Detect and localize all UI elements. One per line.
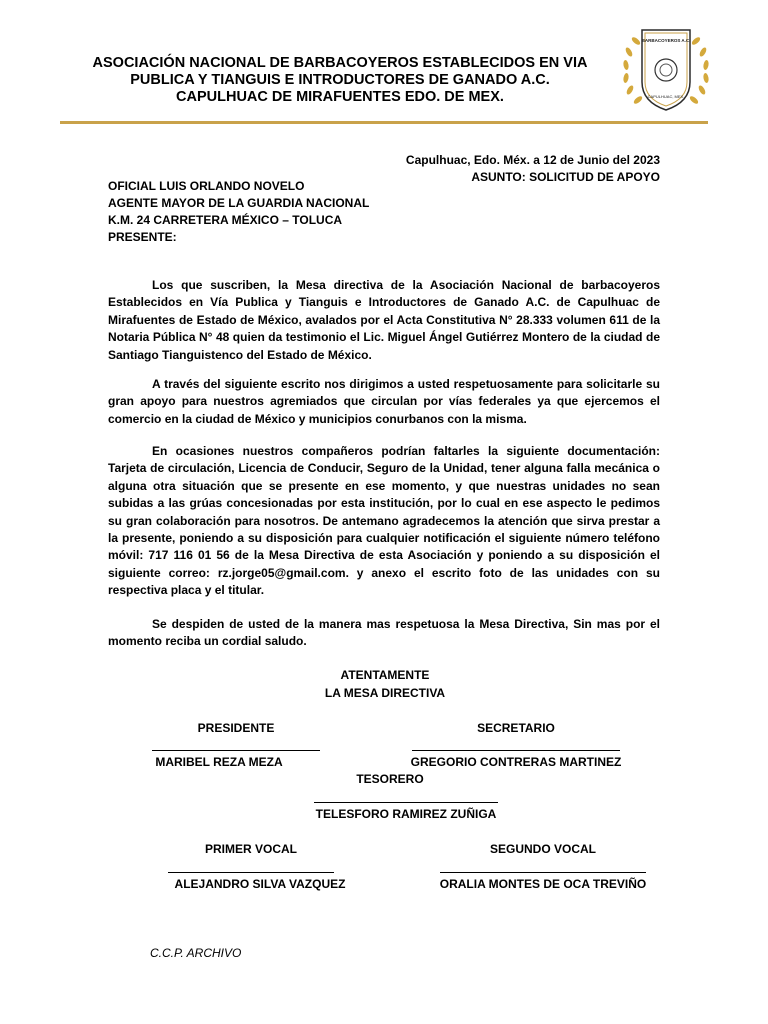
body-paragraph-4: Se despiden de usted de la manera mas respetuosa la Mesa Directiva, Sin mas por el momento reciba un cordial saludo. bbox=[108, 617, 660, 649]
closing-mesa-directiva: LA MESA DIRECTIVA bbox=[324, 686, 446, 700]
presidente-role: PRESIDENTE bbox=[197, 721, 275, 735]
presidente-signature-line bbox=[152, 750, 320, 751]
body-paragraph-1: Los que suscriben, la Mesa directiva de la Asociación Nacional de barbacoyeros Establecidos en Vía Publica y Tianguis e Introductores de Ganado A.C. de Capulhuac de Mirafuentes de Estado de México, avalados por el Acta Constitutiva N° 28.333 volumen 611 de la Notaria Pública N° 48 quien da testimonio el Lic. Miguel Ángel Gutiérrez Montero de la ciudad de Santiago Tianguistenco del Estado de México. bbox=[108, 278, 660, 362]
place-date: Capulhuac, Edo. Méx. a 12 de Junio del 2023 bbox=[405, 153, 660, 167]
body-paragraph-3: En ocasiones nuestros compañeros podrían faltarles la siguiente documentación: Tarjeta de circulación, Licencia de Conducir, Seguro de la Unidad, tener alguna falla mecánica o alguna otra situación que se presente en ese momento, y que nuestras unidades no sean subidas a las grúas concesionadas por esta institución, por lo cual en ese aspecto le pedimos su gran colaboración para nosotros. De antemano agradecemos la atención que sirva prestar a la presente, poniendo a su disposición para cualquier notificación el siguiente número teléfono móvil: 717 116 01 56 de la Mesa Directiva de esta Asociación y poniendo a su disposición el siguiente correo: rz.jorge05@gmail.com. y anexo el escrito foto de las unidades con su respectiva placa y el titular. bbox=[108, 444, 660, 598]
addressee-name: OFICIAL LUIS ORLANDO NOVELO bbox=[108, 179, 305, 193]
addressee-block bbox=[108, 178, 369, 246]
secretario-role: SECRETARIO bbox=[477, 721, 555, 735]
secretario-name: GREGORIO CONTRERAS MARTINEZ bbox=[410, 755, 622, 769]
primer-vocal-role: PRIMER VOCAL bbox=[204, 842, 297, 856]
addressee-title: AGENTE MAYOR DE LA GUARDIA NACIONAL bbox=[108, 196, 370, 210]
tesorero-name: TELESFORO RAMIREZ ZUÑIGA bbox=[315, 807, 497, 821]
secretario-signature-line bbox=[412, 750, 620, 751]
subject-line: ASUNTO: SOLICITUD DE APOYO bbox=[471, 170, 660, 184]
segundo-vocal-role: SEGUNDO VOCAL bbox=[489, 842, 596, 856]
primer-vocal-signature-line bbox=[168, 872, 334, 873]
addressee-presente: PRESENTE: bbox=[108, 230, 177, 244]
tesorero-signature-line bbox=[314, 802, 498, 803]
ccp-archivo: C.C.P. ARCHIVO bbox=[150, 946, 242, 960]
body-paragraph-2: A través del siguiente escrito nos dirigimos a usted respetuosamente para solicitarle su gran apoyo para nuestros agremiados que circulan por vías federales ya que ejercemos el comercio en la ciudad de México y municipios conurbanos con la misma. bbox=[108, 377, 660, 426]
association-logo bbox=[618, 20, 714, 120]
letterhead-line-3: CAPULHUAC DE MIRAFUENTES EDO. DE MEX. bbox=[176, 89, 504, 105]
presidente-name: MARIBEL REZA MEZA bbox=[155, 755, 283, 769]
addressee-address: K.M. 24 CARRETERA MÉXICO – TOLUCA bbox=[108, 213, 343, 227]
segundo-vocal-signature-line bbox=[440, 872, 646, 873]
letterhead-line-1: ASOCIACIÓN NACIONAL DE BARBACOYEROS ESTABLECIDOS EN VIA bbox=[92, 55, 588, 71]
tesorero-role: TESORERO bbox=[356, 772, 424, 786]
logo-bottom-text: CAPULHUAC, MEX. bbox=[647, 94, 685, 99]
letterhead-line-2: PUBLICA Y TIANGUIS E INTRODUCTORES DE GANADO A.C. bbox=[130, 72, 550, 88]
segundo-vocal-name: ORALIA MONTES DE OCA TREVIÑO bbox=[439, 877, 647, 891]
closing-atentamente: ATENTAMENTE bbox=[340, 668, 430, 682]
laurel-seal-icon bbox=[618, 20, 714, 120]
primer-vocal-name: ALEJANDRO SILVA VAZQUEZ bbox=[174, 877, 346, 891]
letterhead-title bbox=[60, 55, 620, 106]
header-divider bbox=[60, 121, 708, 124]
logo-top-text: BARBACOYEROS A.C. bbox=[641, 38, 691, 43]
